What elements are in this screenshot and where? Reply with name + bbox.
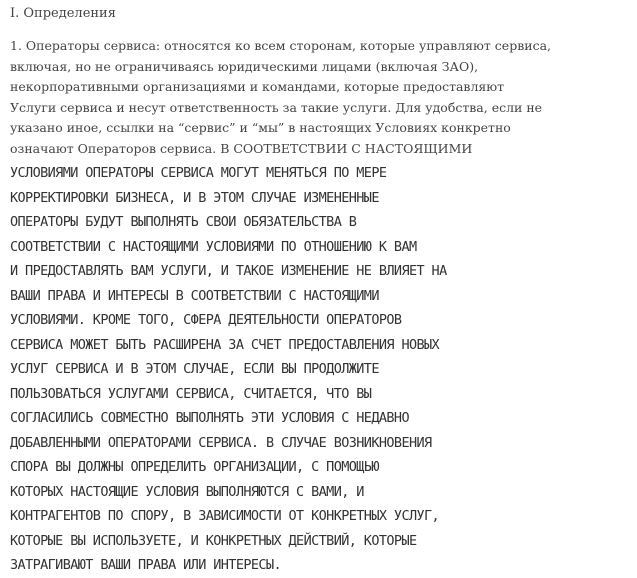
paragraph-line: Услуги сервиса и несут ответственность за такие услуги. Для удобства, если не [10, 99, 543, 115]
paragraph-line: включая, но не ограничиваясь юридическими лицами (включая ЗАО), [10, 58, 479, 74]
paragraph-caps-line: ДОБАВЛЕННЫМИ ОПЕРАТОРАМИ СЕРВИСА. В СЛУЧАЕ ВОЗНИКНОВЕНИЯ [10, 434, 432, 451]
definition-paragraph [10, 36, 632, 578]
paragraph-line: 1. Операторы сервиса: относятся ко всем сторонам, которые управляют сервиса, [10, 38, 551, 53]
paragraph-line: означают Операторов сервиса. В СООТВЕТСТВИИ С НАСТОЯЩИМИ [10, 140, 473, 156]
paragraph-caps-line: СЕРВИСА МОЖЕТ БЫТЬ РАСШИРЕНА ЗА СЧЕТ ПРЕДОСТАВЛЕНИЯ НОВЫХ [10, 336, 440, 353]
section-heading: I. Определения [10, 6, 116, 21]
paragraph-line: указано иное, ссылки на “сервис” и “мы” в настоящих Условиях конкретно [10, 120, 511, 135]
paragraph-caps-line: СПОРА ВЫ ДОЛЖНЫ ОПРЕДЕЛИТЬ ОРГАНИЗАЦИИ, С ПОМОЩЬЮ [10, 459, 379, 475]
paragraph-caps-line: УСЛОВИЯМИ ОПЕРАТОРЫ СЕРВИСА МОГУТ МЕНЯТЬСЯ ПО МЕРЕ [10, 165, 387, 181]
paragraph-caps-line: КОРРЕКТИРОВКИ БИЗНЕСА, И В ЭТОМ СЛУЧАЕ ИЗМЕНЕННЫЕ [10, 189, 379, 206]
paragraph-caps-line: СООТВЕТСТВИИ С НАСТОЯЩИМИ УСЛОВИЯМИ ПО ОТНОШЕНИЮ К ВАМ [10, 238, 417, 255]
paragraph-caps-line: УСЛУГ СЕРВИСА И В ЭТОМ СЛУЧАЕ, ЕСЛИ ВЫ ПРОДОЛЖИТЕ [10, 361, 379, 377]
paragraph-caps-line: КОНТРАГЕНТОВ ПО СПОРУ, В ЗАВИСИМОСТИ ОТ КОНКРЕТНЫХ УСЛУГ, [10, 508, 440, 524]
paragraph-caps-line: И ПРЕДОСТАВЛЯТЬ ВАМ УСЛУГИ, И ТАКОЕ ИЗМЕНЕНИЕ НЕ ВЛИЯЕТ НА [10, 263, 447, 279]
paragraph-caps-line: КОТОРЫЕ ВЫ ИСПОЛЬЗУЕТЕ, И КОНКРЕТНЫХ ДЕЙСТВИЙ, КОТОРЫЕ [10, 532, 417, 549]
document-body [10, 0, 632, 578]
paragraph-caps-line: ПОЛЬЗОВАТЬСЯ УСЛУГАМИ СЕРВИСА, СЧИТАЕТСЯ, ЧТО ВЫ [10, 385, 372, 402]
paragraph-caps-line: СОГЛАСИЛИСЬ СОВМЕСТНО ВЫПОЛНЯТЬ ЭТИ УСЛОВИЯ С НЕДАВНО [10, 410, 409, 426]
paragraph-line: некорпоративными организациями и командами, которые предоставляют [10, 79, 505, 94]
paragraph-caps-line: УСЛОВИЯМИ. КРОМЕ ТОГО, СФЕРА ДЕЯТЕЛЬНОСТИ ОПЕРАТОРОВ [10, 312, 402, 328]
paragraph-caps-line: ЗАТРАГИВАЮТ ВАШИ ПРАВА ИЛИ ИНТЕРЕСЫ. [10, 557, 281, 573]
paragraph-caps-line: КОТОРЫХ НАСТОЯЩИЕ УСЛОВИЯ ВЫПОЛНЯЮТСЯ С ВАМИ, И [10, 483, 364, 500]
paragraph-caps-line: ВАШИ ПРАВА И ИНТЕРЕСЫ В СООТВЕТСТВИИ С НАСТОЯЩИМИ [10, 287, 379, 304]
paragraph-caps-line: ОПЕРАТОРЫ БУДУТ ВЫПОЛНЯТЬ СВОИ ОБЯЗАТЕЛЬСТВА В [10, 214, 357, 230]
